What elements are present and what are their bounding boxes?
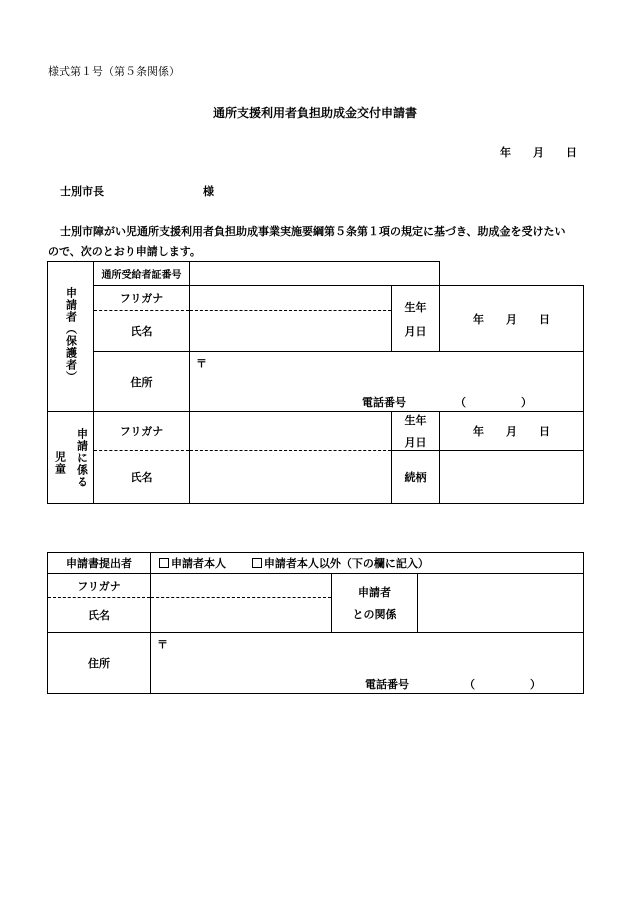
submitter-relation-label: 申請者 との関係 [332, 574, 418, 633]
cert-number-input[interactable] [190, 262, 440, 286]
applicant-furigana-input[interactable] [190, 286, 392, 311]
applicant-address-input[interactable] [190, 352, 584, 412]
submitter-other-option[interactable]: 申請者本人以外（下の欄に記入） [252, 557, 429, 570]
child-dob-label: 生年 月日 [392, 412, 440, 451]
cert-number-label: 通所受給者証番号 [94, 262, 190, 286]
applicant-name-input[interactable] [190, 311, 392, 352]
phone-label: 電話番号 [362, 396, 406, 409]
applicant-dob-input[interactable]: 年 月 日 [440, 286, 584, 352]
empty-cell [440, 262, 584, 286]
phone-label: 電話番号 [365, 678, 409, 691]
applicant-table [47, 261, 584, 504]
child-furigana-input[interactable] [190, 412, 392, 451]
intro-text-line2: ので、次のとおり申請します。 [48, 245, 201, 258]
submitter-furigana-input[interactable] [151, 574, 332, 598]
submitter-name-label: 氏名 [48, 598, 151, 633]
child-name-label: 氏名 [94, 451, 190, 504]
submitter-relation-input[interactable] [418, 574, 584, 633]
date-line: 年 月 日 [500, 146, 577, 159]
postal-mark: 〒 [157, 638, 168, 651]
child-section-label: 児童 申請に係る [48, 412, 94, 504]
postal-mark: 〒 [196, 357, 207, 370]
submitter-self-option[interactable]: 申請者本人 [159, 557, 226, 570]
submitter-label: 申請書提出者 [48, 553, 151, 574]
submitter-furigana-label: フリガナ [48, 574, 151, 598]
page-title: 通所支援利用者負担助成金交付申請書 [212, 106, 417, 120]
submitter-name-input[interactable] [151, 598, 332, 633]
applicant-dob-label: 生年 月日 [392, 286, 440, 352]
child-relation-label: 続柄 [392, 451, 440, 504]
child-name-input[interactable] [190, 451, 392, 504]
submitter-table [47, 552, 584, 694]
intro-text-line1: 士別市障がい児通所支援利用者負担助成事業実施要綱第５条第１項の規定に基づき、助成金を受けたい [60, 225, 566, 238]
honorific: 様 [203, 185, 214, 198]
addressee: 士別市長 [60, 185, 104, 198]
checkbox-icon[interactable] [159, 558, 169, 568]
applicant-address-label: 住所 [94, 352, 190, 412]
applicant-name-label: 氏名 [94, 311, 190, 352]
phone-parens: （ ） [464, 678, 541, 691]
submitter-address-input[interactable] [151, 633, 584, 694]
applicant-furigana-label: フリガナ [94, 286, 190, 311]
child-relation-input[interactable] [440, 451, 584, 504]
child-furigana-label: フリガナ [94, 412, 190, 451]
applicant-section-label: 申請者（保護者） [48, 262, 94, 412]
submitter-address-label: 住所 [48, 633, 151, 694]
checkbox-icon[interactable] [252, 558, 262, 568]
form-number: 様式第１号（第５条関係） [48, 65, 180, 78]
submitter-options [151, 553, 584, 574]
phone-parens: （ ） [455, 396, 532, 409]
child-dob-input[interactable]: 年 月 日 [440, 412, 584, 451]
